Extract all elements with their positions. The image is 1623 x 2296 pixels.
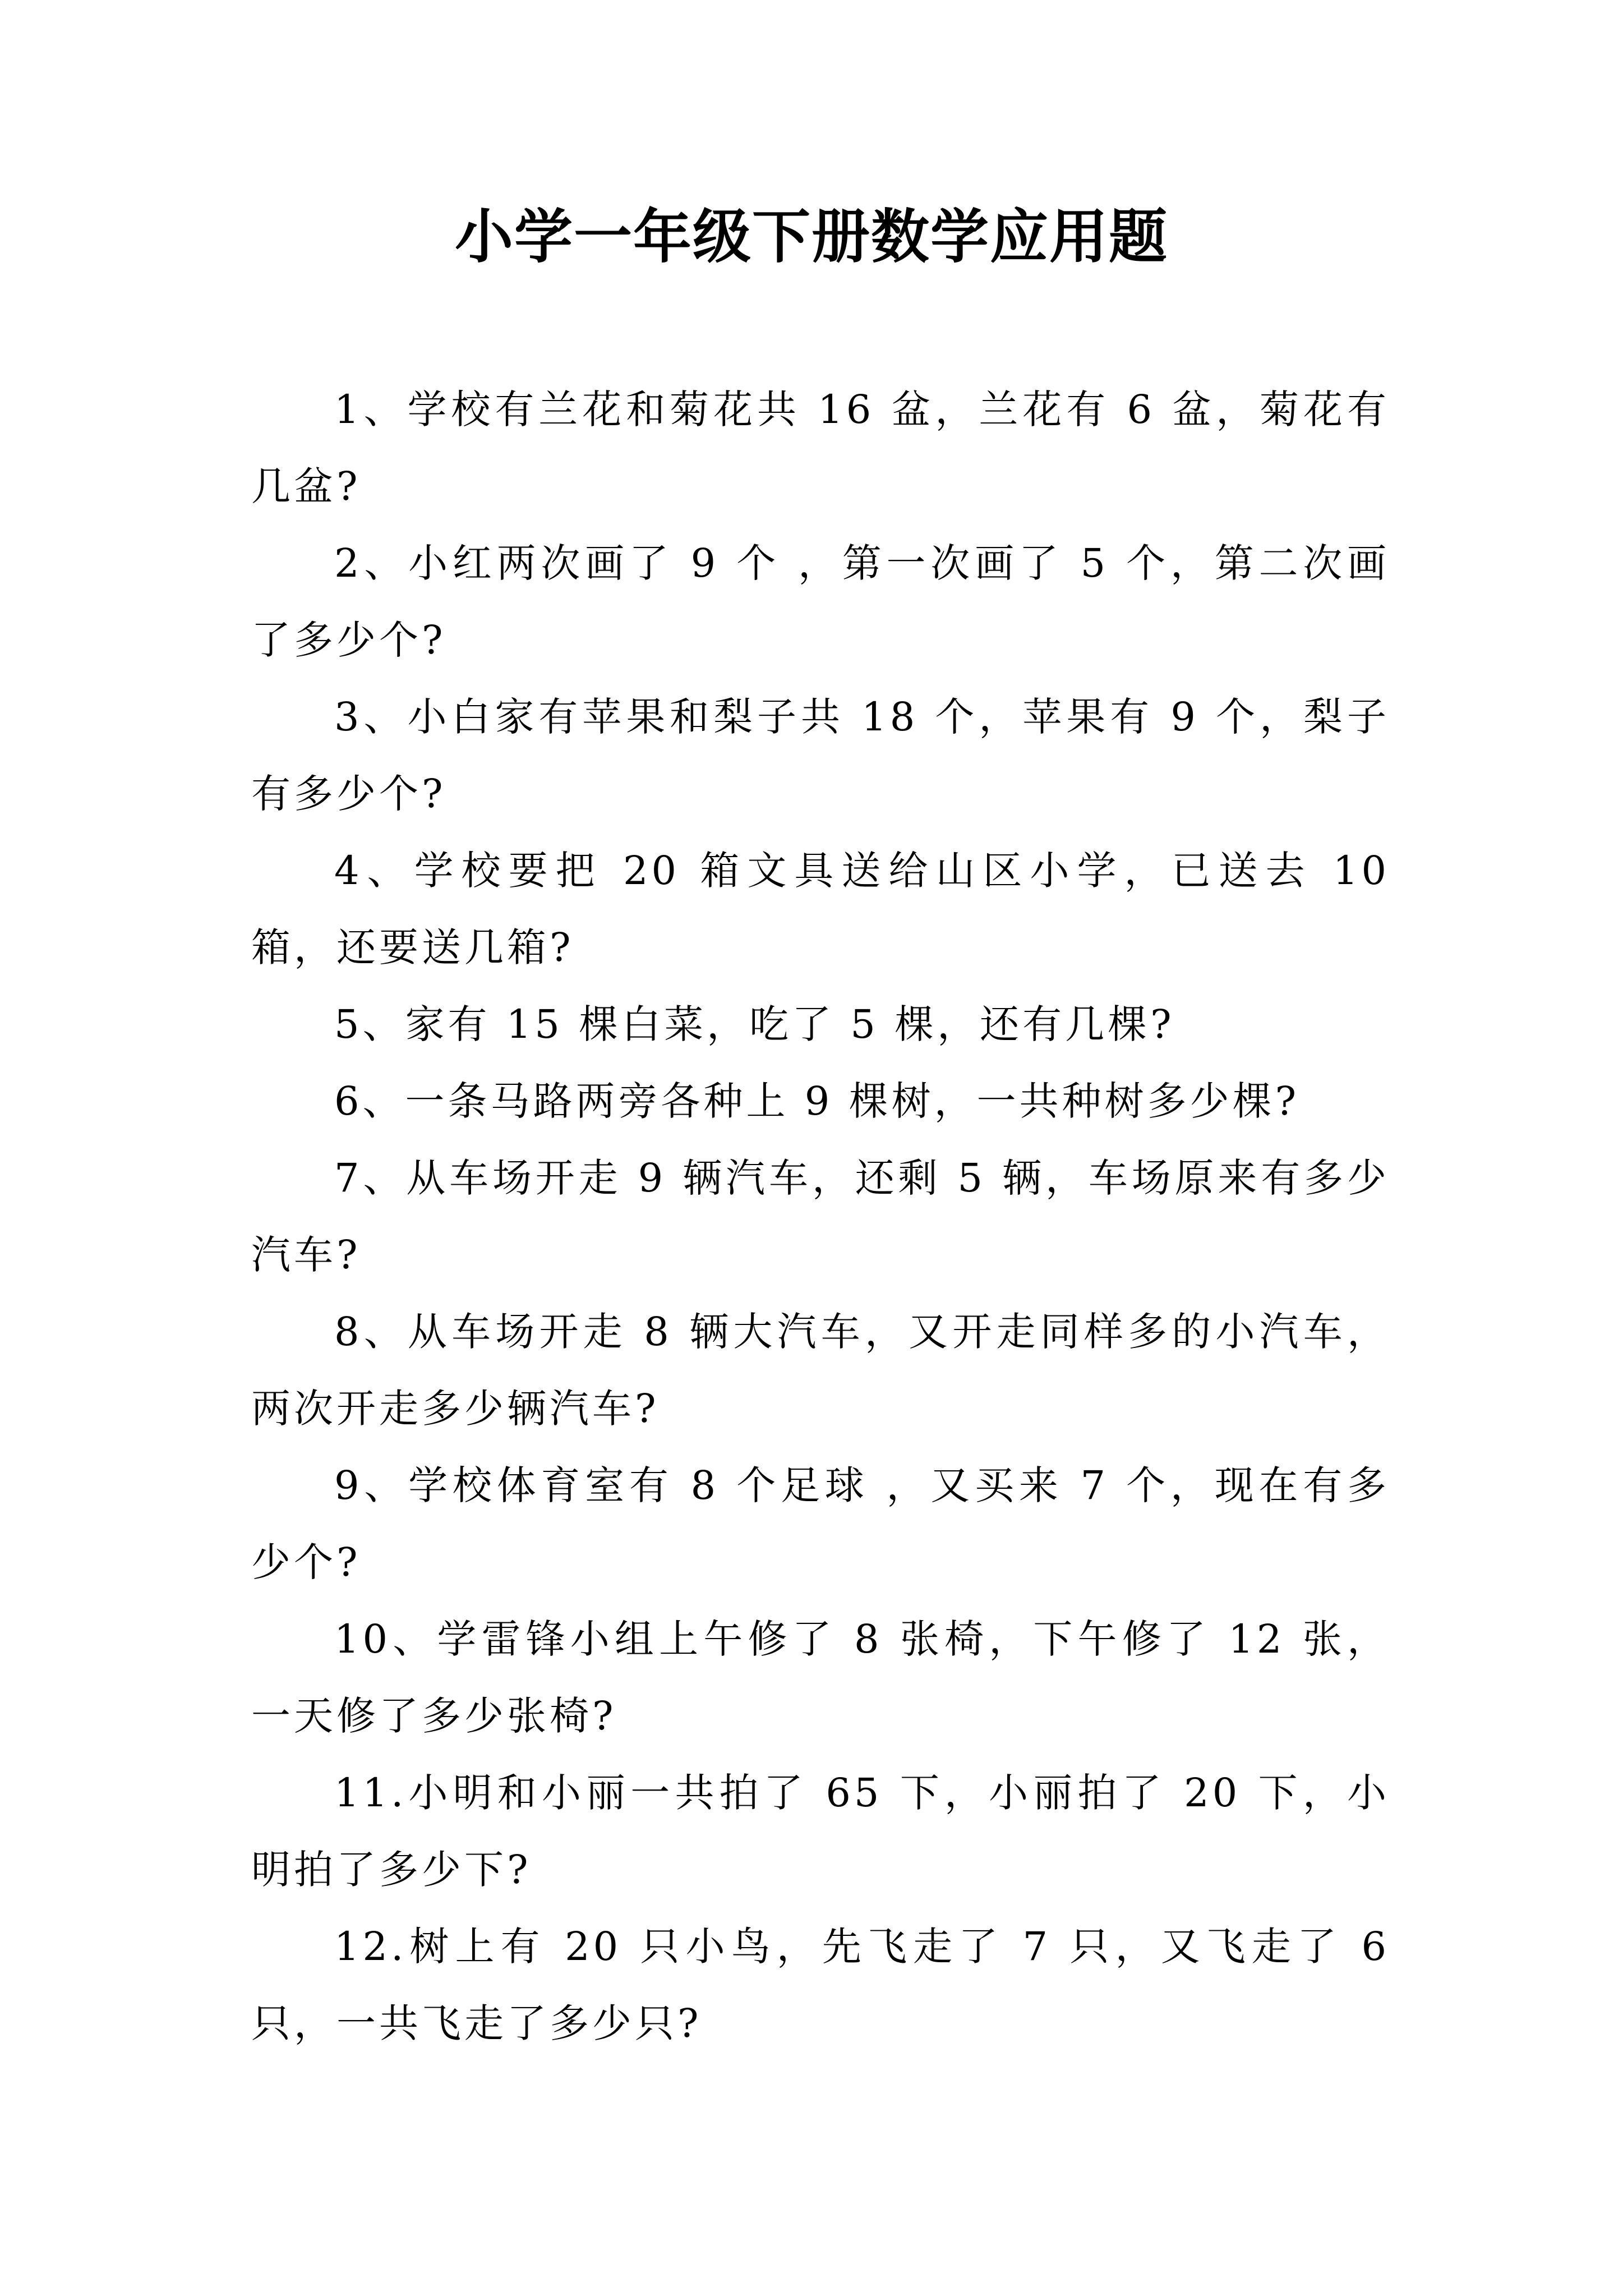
- question-item: 10、学雷锋小组上午修了 8 张椅，下午修了 12 张，一天修了多少张椅?: [251, 1616, 1390, 1739]
- question-item: 11.小明和小丽一共拍了 65 下，小丽拍了 20 下，小明拍了多少下?: [251, 1770, 1390, 1893]
- question-item: 4、学校要把 20 箱文具送给山区小学，已送去 10 箱，还要送几箱?: [251, 848, 1390, 970]
- question-item: 5、家有 15 棵白菜，吃了 5 棵，还有几棵?: [334, 1001, 1175, 1047]
- question-item: 6、一条马路两旁各种上 9 棵树，一共种树多少棵?: [334, 1078, 1300, 1124]
- question-item: 1、学校有兰花和菊花共 16 盆，兰花有 6 盆，菊花有几盆?: [251, 386, 1390, 509]
- question-item: 9、学校体育室有 8 个足球 ，又买来 7 个，现在有多少个?: [251, 1462, 1390, 1585]
- question-item: 2、小红两次画了 9 个 ，第一次画了 5 个，第二次画了多少个?: [251, 540, 1390, 663]
- question-item: 8、从车场开走 8 辆大汽车，又开走同样多的小汽车，两次开走多少辆汽车?: [251, 1309, 1390, 1432]
- question-item: 7、从车场开走 9 辆汽车，还剩 5 辆，车场原来有多少汽车?: [251, 1155, 1390, 1278]
- question-item: 3、小白家有苹果和梨子共 18 个，苹果有 9 个，梨子有多少个?: [251, 694, 1390, 817]
- question-list: [251, 371, 1390, 2062]
- question-item: 12.树上有 20 只小鸟，先飞走了 7 只，又飞走了 6 只，一共飞走了多少只?: [251, 1924, 1390, 2046]
- page-title: 小学一年级下册数学应用题: [454, 202, 1168, 271]
